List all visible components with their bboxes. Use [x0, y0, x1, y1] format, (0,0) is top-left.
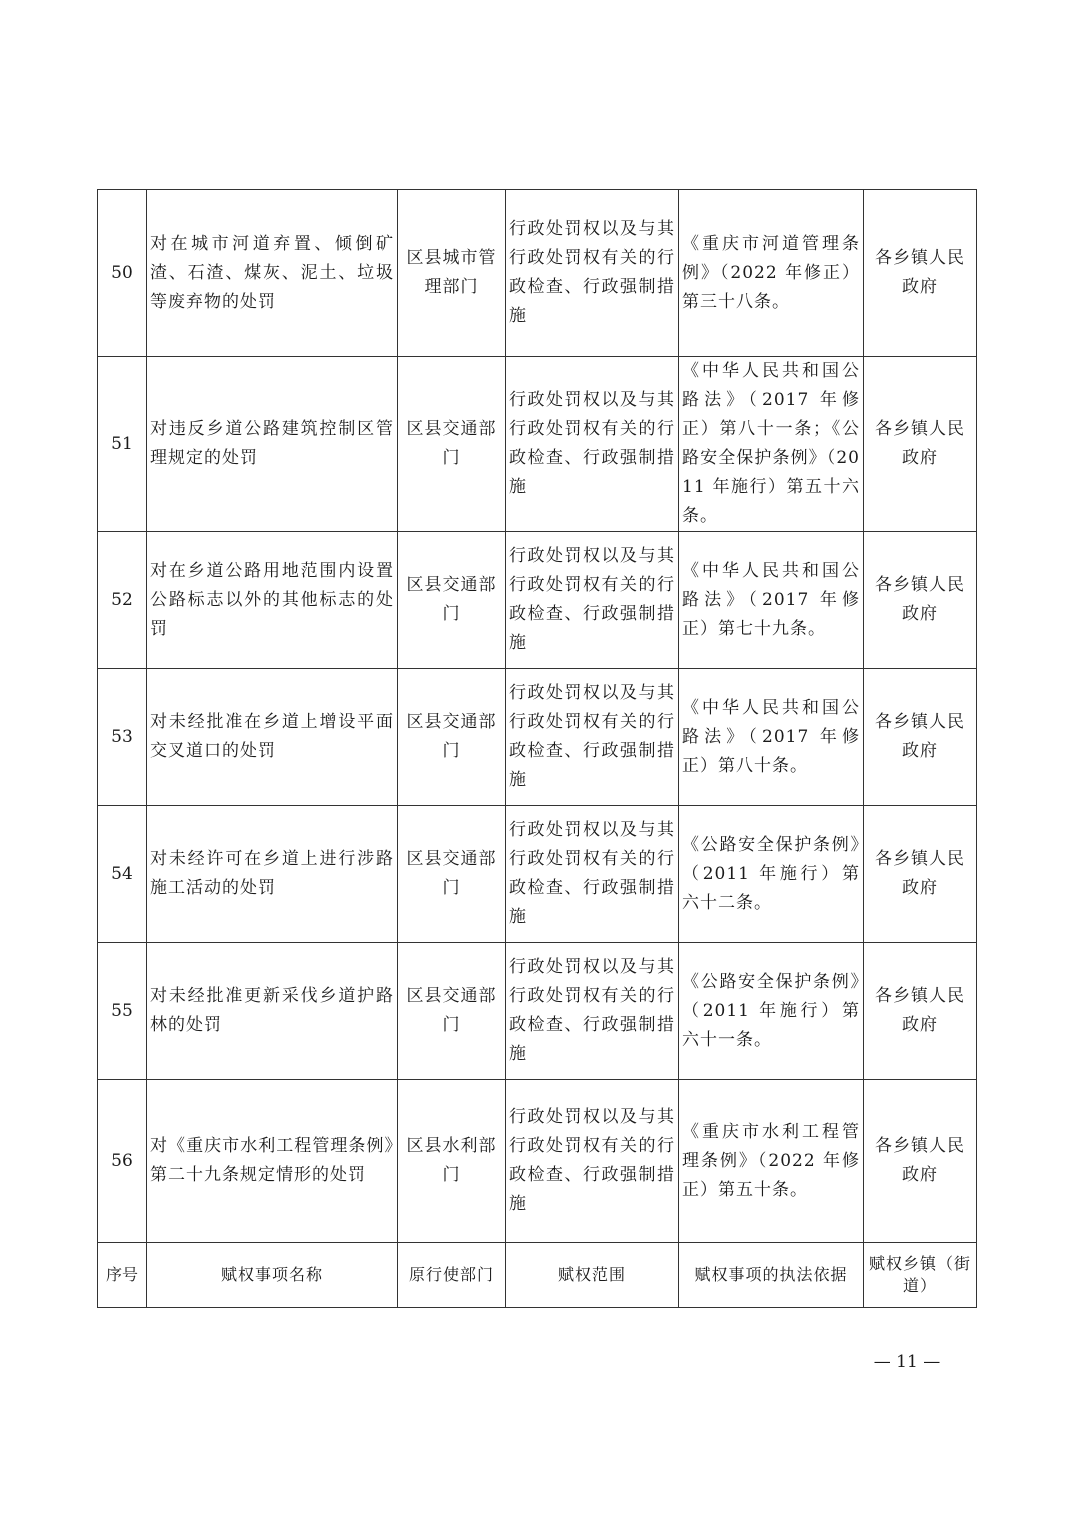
row-department: 区县水利部门 [398, 1080, 506, 1243]
row-legal-basis: 《中华人民共和国公路法》（2017 年修正）第七十九条。 [679, 532, 864, 669]
row-legal-basis: 《公路安全保护条例》（2011 年施行）第六十二条。 [679, 806, 864, 943]
row-department: 区县交通部门 [398, 669, 506, 806]
row-item-name: 对在城市河道弃置、倾倒矿渣、石渣、煤灰、泥土、垃圾等废弃物的处罚 [147, 190, 398, 357]
table-header-row [98, 1243, 977, 1308]
row-town: 各乡镇人民政府 [864, 943, 977, 1080]
row-scope: 行政处罚权以及与其行政处罚权有关的行政检查、行政强制措施 [506, 669, 679, 806]
row-seq: 53 [98, 669, 147, 806]
table-row [98, 357, 977, 532]
header-item-name: 赋权事项名称 [147, 1243, 398, 1308]
row-department: 区县交通部门 [398, 532, 506, 669]
row-item-name: 对未经许可在乡道上进行涉路施工活动的处罚 [147, 806, 398, 943]
table-row [98, 943, 977, 1080]
row-scope: 行政处罚权以及与其行政处罚权有关的行政检查、行政强制措施 [506, 806, 679, 943]
table-row [98, 532, 977, 669]
table-row [98, 1080, 977, 1243]
row-seq: 52 [98, 532, 147, 669]
row-item-name: 对违反乡道公路建筑控制区管理规定的处罚 [147, 357, 398, 532]
header-seq: 序号 [98, 1243, 147, 1308]
header-department: 原行使部门 [398, 1243, 506, 1308]
row-seq: 50 [98, 190, 147, 357]
empowerment-table [97, 189, 977, 1308]
row-town: 各乡镇人民政府 [864, 190, 977, 357]
page-number: — 11 — [873, 1352, 941, 1372]
row-item-name: 对《重庆市水利工程管理条例》第二十九条规定情形的处罚 [147, 1080, 398, 1243]
row-seq: 51 [98, 357, 147, 532]
row-town: 各乡镇人民政府 [864, 1080, 977, 1243]
table-row [98, 190, 977, 357]
table-row [98, 669, 977, 806]
row-legal-basis: 《中华人民共和国公路法》（2017 年修正）第八十一条；《公路安全保护条例》（2011 年施行）第五十六条。 [679, 357, 864, 532]
table-row [98, 806, 977, 943]
row-department: 区县交通部门 [398, 806, 506, 943]
row-legal-basis: 《公路安全保护条例》（2011 年施行）第六十一条。 [679, 943, 864, 1080]
row-seq: 56 [98, 1080, 147, 1243]
header-legal-basis: 赋权事项的执法依据 [679, 1243, 864, 1308]
row-town: 各乡镇人民政府 [864, 357, 977, 532]
row-item-name: 对未经批准在乡道上增设平面交叉道口的处罚 [147, 669, 398, 806]
row-scope: 行政处罚权以及与其行政处罚权有关的行政检查、行政强制措施 [506, 190, 679, 357]
row-legal-basis: 《重庆市河道管理条例》（2022 年修正）第三十八条。 [679, 190, 864, 357]
row-seq: 54 [98, 806, 147, 943]
row-town: 各乡镇人民政府 [864, 669, 977, 806]
row-department: 区县交通部门 [398, 357, 506, 532]
row-legal-basis: 《重庆市水利工程管理条例》（2022 年修正）第五十条。 [679, 1080, 864, 1243]
row-item-name: 对在乡道公路用地范围内设置公路标志以外的其他标志的处罚 [147, 532, 398, 669]
row-scope: 行政处罚权以及与其行政处罚权有关的行政检查、行政强制措施 [506, 357, 679, 532]
row-town: 各乡镇人民政府 [864, 806, 977, 943]
row-seq: 55 [98, 943, 147, 1080]
row-item-name: 对未经批准更新采伐乡道护路林的处罚 [147, 943, 398, 1080]
row-scope: 行政处罚权以及与其行政处罚权有关的行政检查、行政强制措施 [506, 1080, 679, 1243]
row-scope: 行政处罚权以及与其行政处罚权有关的行政检查、行政强制措施 [506, 943, 679, 1080]
row-department: 区县城市管理部门 [398, 190, 506, 357]
row-scope: 行政处罚权以及与其行政处罚权有关的行政检查、行政强制措施 [506, 532, 679, 669]
header-town: 赋权乡镇（街道） [864, 1243, 977, 1308]
header-scope: 赋权范围 [506, 1243, 679, 1308]
row-department: 区县交通部门 [398, 943, 506, 1080]
row-town: 各乡镇人民政府 [864, 532, 977, 669]
row-legal-basis: 《中华人民共和国公路法》（2017 年修正）第八十条。 [679, 669, 864, 806]
